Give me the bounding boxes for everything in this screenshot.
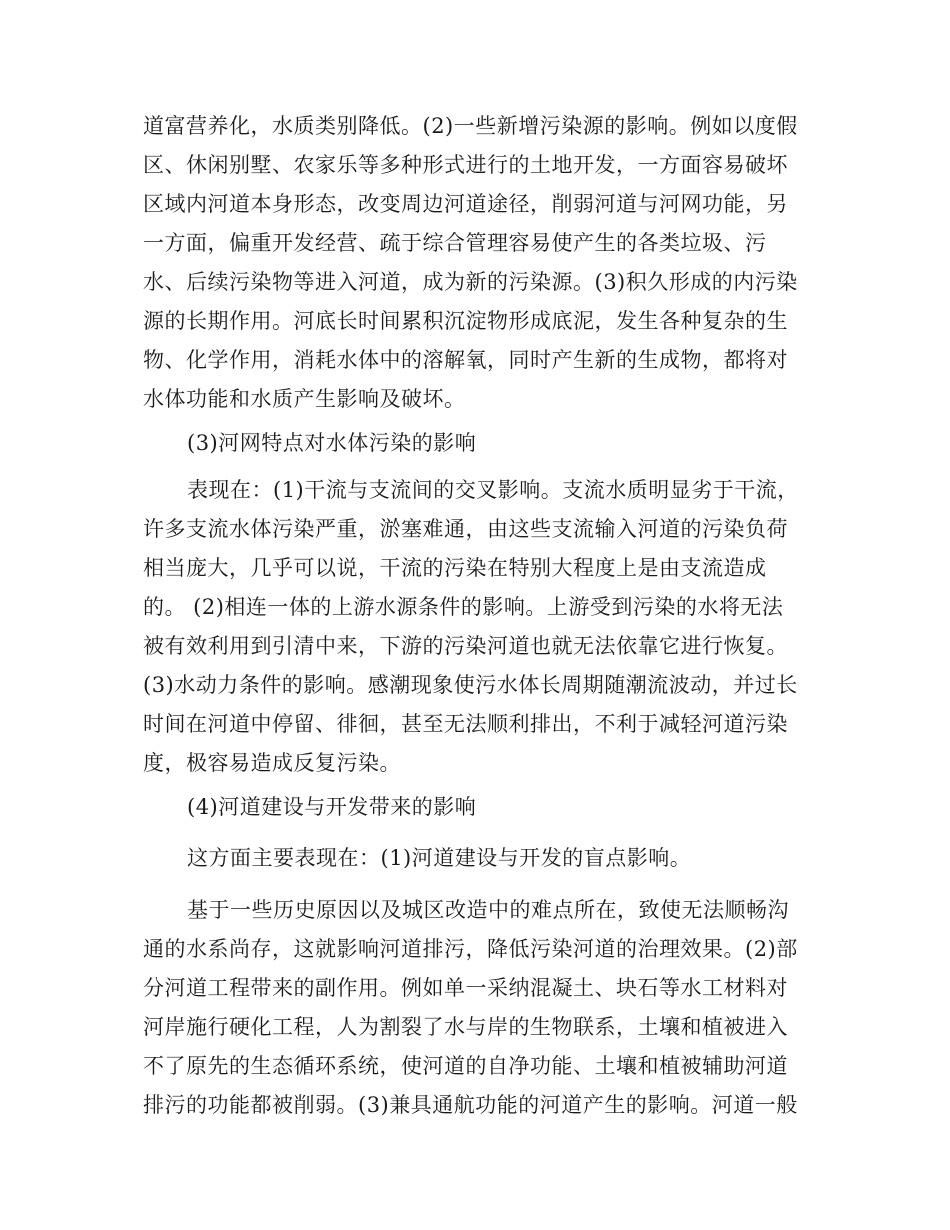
section-heading: (3)河网特点对水体污染的影响	[187, 431, 477, 455]
body-text-line: (3)水动力条件的影响。感潮现象使污水体长周期随潮流波动，并过长	[143, 673, 798, 697]
body-text-line: 相当庞大，几乎可以说，干流的污染在特别大程度上是由支流造成	[143, 556, 767, 580]
body-text-line: 被有效利用到引清中来，下游的污染河道也就无法依靠它进行恢复。	[143, 634, 788, 658]
body-text-line: 源的长期作用。河底长时间累积沉淀物形成底泥，发生各种复杂的生	[143, 309, 788, 333]
body-text-line: 一方面，偏重开发经营、疏于综合管理容易使产生的各类垃圾、污	[143, 231, 767, 255]
body-text-line: 许多支流水体污染严重，淤塞难通，由这些支流输入河道的污染负荷	[143, 517, 788, 541]
body-text-line: 水体功能和水质产生影响及破坏。	[143, 387, 466, 411]
body-text-line: 时间在河道中停留、徘徊，甚至无法顺利排出，不利于减轻河道污染	[143, 712, 788, 736]
body-text-line: 区、休闲别墅、农家乐等多种形式进行的土地开发，一方面容易破坏	[143, 153, 788, 177]
paragraph-first-line: 基于一些历史原因以及城区改造中的难点所在，致使无法顺畅沟	[187, 898, 789, 922]
body-text-line: 物、化学作用，消耗水体中的溶解氧，同时产生新的生成物，都将对	[143, 348, 788, 372]
body-text-line: 排污的功能都被削弱。(3)兼具通航功能的河道产生的影响。河道一般	[143, 1093, 798, 1117]
section-heading: (4)河道建设与开发带来的影响	[187, 795, 477, 819]
body-text-line: 分河道工程带来的副作用。例如单一采纳混凝土、块石等水工材料对	[143, 976, 788, 1000]
body-text-line: 通的水系尚存，这就影响河道排污，降低污染河道的治理效果。(2)部	[143, 937, 798, 961]
body-text-line: 水、后续污染物等进入河道，成为新的污染源。(3)积久形成的内污染	[143, 270, 798, 294]
body-text-line: 道富营养化，水质类别降低。(2)一些新增污染源的影响。例如以度假	[143, 114, 798, 138]
body-text-line: 的。 (2)相连一体的上游水源条件的影响。上游受到污染的水将无法	[143, 595, 784, 619]
body-text-line: 度，极容易造成反复污染。	[143, 751, 401, 775]
paragraph-first-line: 这方面主要表现在：(1)河道建设与开发的盲点影响。	[187, 846, 692, 870]
body-text-line: 不了原先的生态循环系统，使河道的自净功能、土壤和植被辅助河道	[143, 1054, 788, 1078]
body-text-line: 河岸施行硬化工程，人为割裂了水与岸的生物联系，土壤和植被进入	[143, 1015, 788, 1039]
body-text-line: 区域内河道本身形态，改变周边河道途径，削弱河道与河网功能，另	[143, 192, 788, 216]
paragraph-first-line: 表现在：(1)干流与支流间的交叉影响。支流水质明显劣于干流，	[187, 478, 799, 502]
